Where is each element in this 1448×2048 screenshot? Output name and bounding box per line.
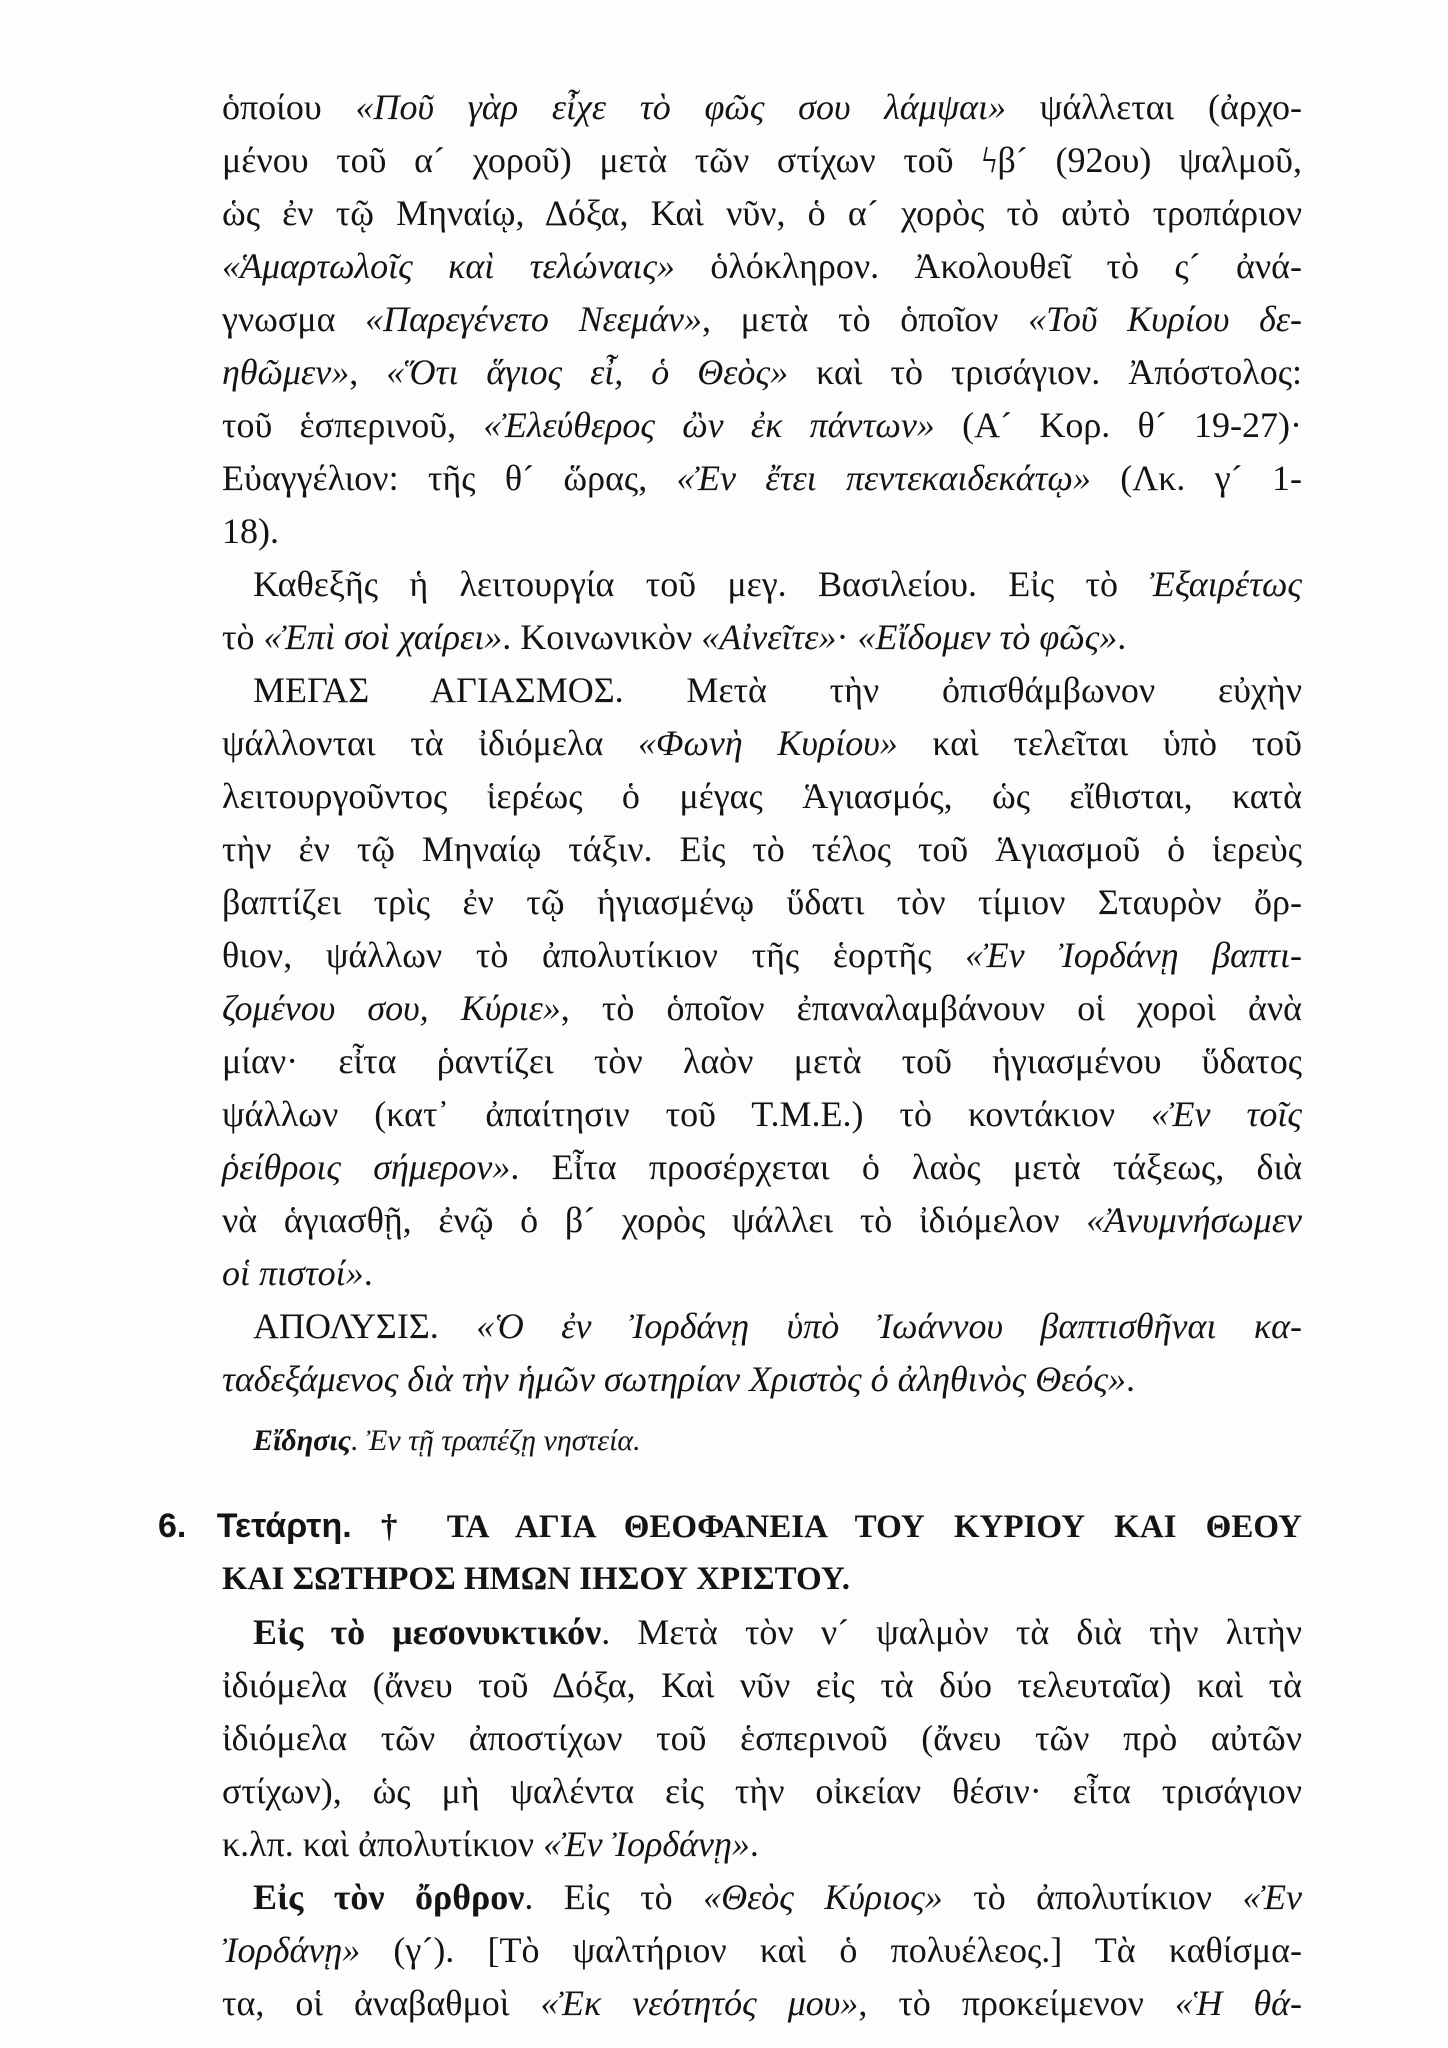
body-paragraph (222, 1606, 1302, 1871)
italic-text-run: «Ἐν τοῖς (1151, 1094, 1302, 1134)
italic-text-run: οἱ πιστοί» (222, 1253, 364, 1293)
text-run: , (349, 352, 387, 392)
italic-text-run: «Ἐκ νεότητός μου» (540, 1983, 859, 2023)
text-line (222, 81, 1302, 134)
text-line (222, 1088, 1302, 1141)
text-line (222, 399, 1302, 452)
text-line (222, 1871, 1302, 1924)
text-run: ψάλλονται τὰ ἰδιόμελα (222, 723, 639, 763)
text-run: τοῦ ἑσπερινοῦ, (222, 405, 484, 445)
italic-text-run: «Ἐν Ἰορδάνῃ βαπτι- (965, 935, 1302, 975)
text-run: τὴν ἐν τῷ Μηναίῳ τάξιν. Εἰς τὸ τέλος τοῦ Ἁγιασμοῦ ὁ ἱερεὺς (222, 829, 1302, 869)
text-line (222, 1924, 1302, 1977)
text-run: ὁλόκληρον. Ἀκολουθεῖ τὸ ς´ ἀνά- (674, 246, 1302, 286)
bold-text-run: Εἰς τὸ μεσονυκτικόν (253, 1612, 602, 1652)
text-line (222, 452, 1302, 505)
text-run: ΑΠΟΛΥΣΙΣ. (253, 1306, 477, 1346)
italic-text-run: ηθῶμεν» (222, 352, 350, 392)
text-run: ὡς ἐν τῷ Μηναίῳ, Δόξα, Καὶ νῦν, ὁ α´ χορὸς τὸ αὐτὸ τροπάριον (222, 193, 1302, 233)
text-run: . Εἶτα προσέρχεται ὁ λαὸς μετὰ τάξεως, διὰ (510, 1147, 1303, 1187)
text-run: ψάλλεται (ἀρχο- (1006, 87, 1302, 127)
text-line (222, 823, 1302, 876)
text-run: βαπτίζει τρὶς ἐν τῷ ἡγιασμένῳ ὕδατι τὸν τίμιον Σταυρὸν ὄρ- (222, 882, 1302, 922)
notice-paragraph (222, 1416, 1302, 1466)
text-line (222, 1977, 1302, 2030)
text-run: τὸ ἀπολυτίκιον (942, 1877, 1243, 1917)
bold-text-run: † ΤΑ ΑΓΙΑ ΘΕΟΦΑΝΕΙΑ ΤΟΥ ΚΥΡΙΟΥ ΚΑΙ ΘΕΟΥ (351, 1509, 1302, 1545)
text-line (158, 1500, 1302, 1553)
text-line (222, 1194, 1302, 1247)
italic-text-run: «Ἀνυμνήσωμεν (1086, 1200, 1302, 1240)
text-line (222, 717, 1302, 770)
text-line (222, 1765, 1302, 1818)
italic-text-run: «Αἰνεῖτε» (701, 617, 837, 657)
italic-text-run: ῥείθροις σήμερον» (222, 1147, 511, 1187)
text-run: κ.λπ. καὶ ἀπολυτίκιον (222, 1824, 544, 1864)
italic-text-run: ζομένου σου, Κύριε» (222, 988, 561, 1028)
text-run: . Κοινωνικὸν (502, 617, 702, 657)
body-paragraph (222, 664, 1302, 1300)
text-run: . (1126, 1359, 1136, 1399)
text-line (222, 134, 1302, 187)
day-heading (158, 1500, 1302, 1606)
text-run: ὁποίου (222, 87, 356, 127)
text-run: Εὐαγγέλιον: τῆς θ´ ὥρας, (222, 458, 677, 498)
text-run: 18). (222, 511, 279, 551)
text-line (222, 982, 1302, 1035)
text-run: (Λκ. γ´ 1- (1090, 458, 1303, 498)
text-run: . (749, 1824, 759, 1864)
text-line (222, 187, 1302, 240)
text-run: μίαν· εἶτα ῥαντίζει τὸν λαὸν μετὰ τοῦ ἡγιασμένου ὕδατος (222, 1041, 1302, 1081)
italic-text-run: «Παρεγένετο Νεεμάν» (365, 299, 702, 339)
bold-text-run: 6. Τετάρτη. (158, 1507, 352, 1545)
text-line (222, 1300, 1302, 1353)
text-line (222, 293, 1302, 346)
text-line (222, 1659, 1302, 1712)
italic-text-run: «Ἐν ἔτει πεντεκαιδεκάτῳ» (676, 458, 1091, 498)
body-paragraph (222, 1871, 1302, 2030)
text-line (222, 1553, 1302, 1606)
bold-text-run: ΚΑΙ ΣΩΤΗΡΟΣ ΗΜΩΝ ΙΗΣΟΥ ΧΡΙΣΤΟΥ. (222, 1561, 850, 1597)
body-paragraph (222, 558, 1302, 664)
text-run: (Α´ Κορ. θ´ 19-27)· (934, 405, 1303, 445)
italic-text-run: «Ὁ ἐν Ἰορδάνῃ ὑπὸ Ἰωάννου βαπτισθῆναι κα- (476, 1306, 1302, 1346)
text-line (222, 505, 1302, 558)
text-run: , μετὰ τὸ ὁποῖον (701, 299, 1029, 339)
text-line (222, 664, 1302, 717)
text-run: τα, οἱ ἀναβαθμοὶ (222, 1983, 541, 2023)
text-run: νὰ ἁγιασθῇ, ἐνῷ ὁ β´ χορὸς ψάλλει τὸ ἰδιόμελον (222, 1200, 1087, 1240)
text-run: ΜΕΓΑΣ ΑΓΙΑΣΜΟΣ. Μετὰ τὴν ὀπισθάμβωνον εὐχὴν (253, 670, 1302, 710)
text-run: Καθεξῆς ἡ λειτουργία τοῦ μεγ. Βασιλείου. Εἰς τὸ (253, 564, 1150, 604)
text-run: · (836, 617, 858, 657)
text-run: καὶ τελεῖται ὑπὸ τοῦ (897, 723, 1302, 763)
text-line (222, 1606, 1302, 1659)
italic-text-run: «Ποῦ γὰρ εἶχε τὸ φῶς σου λάμψαι» (355, 87, 1007, 127)
text-run: ἰδιόμελα τῶν ἀποστίχων τοῦ ἑσπερινοῦ (ἄνευ τῶν πρὸ αὐτῶν (222, 1718, 1302, 1758)
text-line (222, 876, 1302, 929)
italic-text-run: Ἐξαιρέτως (1149, 564, 1302, 604)
text-run: λειτουργοῦντος ἱερέως ὁ μέγας Ἁγιασμός, ὡς εἴθισται, κατὰ (222, 776, 1302, 816)
italic-text-run: «Ἐν (1242, 1877, 1303, 1917)
body-paragraph (222, 81, 1302, 558)
text-line (222, 346, 1302, 399)
text-line (222, 770, 1302, 823)
italic-text-run: «Εἴδομεν τὸ φῶς» (857, 617, 1118, 657)
italic-text-run: ταδεξάμενος διὰ τὴν ἡμῶν σωτηρίαν Χριστὸς ὁ ἀληθινὸς Θεός» (222, 1359, 1127, 1399)
italic-text-run: «Θεὸς Κύριος» (703, 1877, 943, 1917)
bold-text-run: Εἰς τὸν ὄρθρον (253, 1877, 525, 1917)
text-run: . (363, 1253, 373, 1293)
italic-text-run: Ἰορδάνῃ» (222, 1930, 361, 1970)
text-run: (γ´). [Τὸ ψαλτήριον καὶ ὁ πολυέλεος.] Τὰ καθίσμα- (360, 1930, 1302, 1970)
body-paragraph (222, 1300, 1302, 1406)
text-run: στίχων), ὡς μὴ ψαλέντα εἰς τὴν οἰκείαν θέσιν· εἶτα τρισάγιον (222, 1771, 1302, 1811)
text-run: καὶ τὸ τρισάγιον. Ἀπόστολος: (788, 352, 1303, 392)
italic-text-run: «Φωνὴ Κυρίου» (638, 723, 898, 763)
text-run: . Μετὰ τὸν ν´ ψαλμὸν τὰ διὰ τὴν λιτὴν (601, 1612, 1302, 1652)
italic-text-run: «Ἁμαρτωλοῖς καὶ τελώναις» (222, 246, 675, 286)
text-run: . Εἰς τὸ (524, 1877, 704, 1917)
italic-text-run: . Ἐν τῇ τραπέζῃ νηστεία. (351, 1424, 641, 1457)
text-line (222, 558, 1302, 611)
text-run: τὸ (222, 617, 264, 657)
text-line (222, 1818, 1302, 1871)
italic-text-run: «Τοῦ Κυρίου δε- (1028, 299, 1303, 339)
text-line (222, 1712, 1302, 1765)
text-run: , τὸ ὁποῖον ἐπαναλαμβάνουν οἱ χοροὶ ἀνὰ (560, 988, 1302, 1028)
italic-text-run: «Ὅτι ἅγιος εἶ, ὁ Θεὸς» (386, 352, 789, 392)
text-line (222, 1416, 1302, 1466)
page-body-text (158, 81, 1303, 2030)
text-run: θιον, ψάλλων τὸ ἀπολυτίκιον τῆς ἑορτῆς (222, 935, 966, 975)
text-line (222, 929, 1302, 982)
text-run: μένου τοῦ α´ χοροῦ) μετὰ τῶν στίχων τοῦ ϟβ´ (92ου) ψαλμοῦ, (222, 140, 1302, 180)
text-line (222, 240, 1302, 293)
text-line (222, 1353, 1302, 1406)
text-run: ἰδιόμελα (ἄνευ τοῦ Δόξα, Καὶ νῦν εἰς τὰ δύο τελευταῖα) καὶ τὰ (222, 1665, 1302, 1705)
italic-text-run: «Ἡ θά- (1174, 1983, 1303, 2023)
text-run: ψάλλων (κατ᾽ ἀπαίτησιν τοῦ Τ.Μ.Ε.) τὸ κοντάκιον (222, 1094, 1152, 1134)
bold-text-run: Εἴδησις (253, 1424, 352, 1457)
text-line (222, 1035, 1302, 1088)
italic-text-run: «Ἐν Ἰορδάνῃ» (543, 1824, 750, 1864)
text-line (222, 1141, 1302, 1194)
italic-text-run: «Ἐλεύθερος ὢν ἐκ πάντων» (483, 405, 935, 445)
text-run: , τὸ προκείμενον (858, 1983, 1175, 2023)
text-line (222, 611, 1302, 664)
text-run: γνωσμα (222, 299, 366, 339)
italic-text-run: «Ἐπὶ σοὶ χαίρει» (263, 617, 503, 657)
text-line (222, 1247, 1302, 1300)
text-run: . (1117, 617, 1127, 657)
